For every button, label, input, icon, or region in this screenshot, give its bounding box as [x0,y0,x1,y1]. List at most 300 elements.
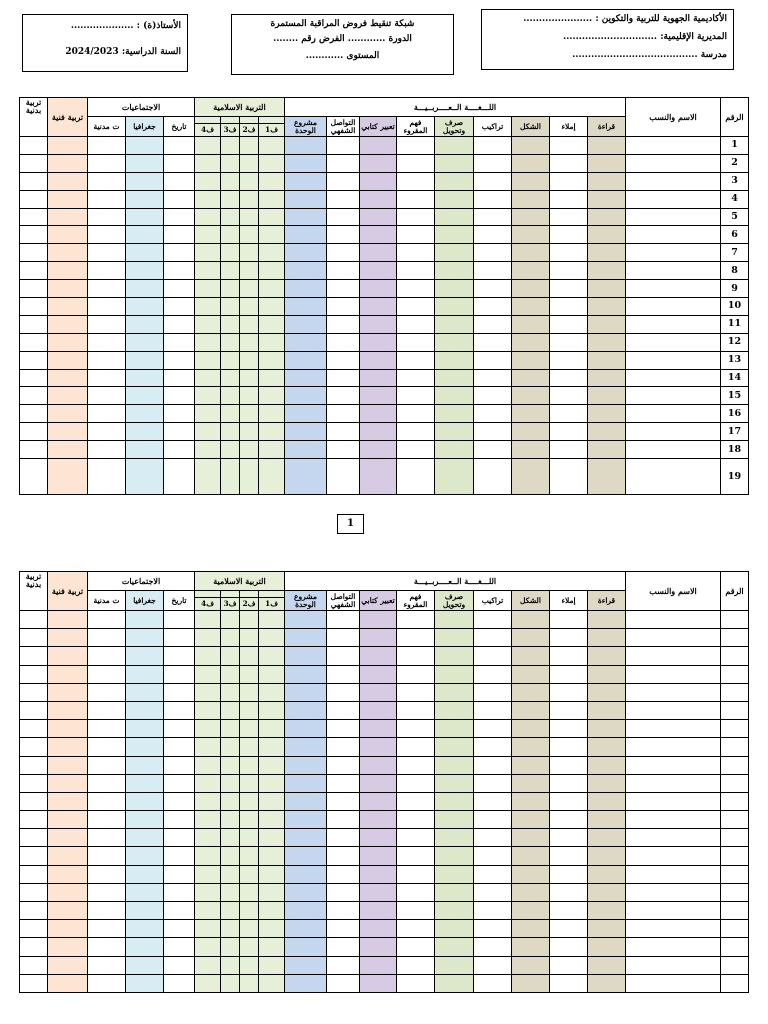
grade-cell[interactable] [48,333,88,351]
grade-cell[interactable] [474,611,512,629]
grade-cell[interactable] [435,190,474,208]
grade-cell[interactable] [360,280,397,298]
grade-cell[interactable] [435,226,474,244]
grade-cell[interactable] [397,738,435,756]
grade-cell[interactable] [48,190,88,208]
grade-cell[interactable] [195,629,221,647]
grade-cell[interactable] [20,441,48,459]
grade-cell[interactable] [285,956,327,974]
grade-cell[interactable] [20,756,48,774]
grade-cell[interactable] [474,208,512,226]
grade-cell[interactable] [285,665,327,683]
grade-cell[interactable] [588,774,626,792]
grade-cell[interactable] [195,190,221,208]
grade-cell[interactable] [360,423,397,441]
grade-cell[interactable] [327,298,360,316]
grade-cell[interactable] [327,154,360,172]
grade-cell[interactable] [195,756,221,774]
grade-cell[interactable] [259,459,285,495]
grade-cell[interactable] [474,865,512,883]
grade-cell[interactable] [588,756,626,774]
grade-cell[interactable] [550,441,588,459]
grade-cell[interactable] [20,262,48,280]
grade-cell[interactable] [474,902,512,920]
grade-cell[interactable] [397,280,435,298]
grade-cell[interactable] [397,244,435,262]
grade-cell[interactable] [20,629,48,647]
grade-cell[interactable] [88,190,126,208]
grade-cell[interactable] [88,315,126,333]
grade-cell[interactable] [512,333,550,351]
grade-cell[interactable] [221,387,240,405]
grade-cell[interactable] [435,683,474,701]
grade-cell[interactable] [126,847,164,865]
grade-cell[interactable] [512,701,550,719]
grade-cell[interactable] [512,154,550,172]
grade-cell[interactable] [195,720,221,738]
grade-cell[interactable] [195,647,221,665]
grade-cell[interactable] [550,226,588,244]
grade-cell[interactable] [240,629,259,647]
grade-cell[interactable] [474,190,512,208]
grade-cell[interactable] [48,792,88,810]
grade-cell[interactable] [474,387,512,405]
grade-cell[interactable] [259,629,285,647]
grade-cell[interactable] [221,829,240,847]
grade-cell[interactable] [360,315,397,333]
grade-cell[interactable] [164,315,195,333]
grade-cell[interactable] [327,811,360,829]
grade-cell[interactable] [285,847,327,865]
grade-cell[interactable] [221,459,240,495]
grade-cell[interactable] [195,208,221,226]
grade-cell[interactable] [285,351,327,369]
grade-cell[interactable] [435,423,474,441]
grade-cell[interactable] [88,405,126,423]
grade-cell[interactable] [20,137,48,155]
grade-cell[interactable] [195,351,221,369]
student-name-cell[interactable] [626,738,721,756]
grade-cell[interactable] [588,701,626,719]
grade-cell[interactable] [588,459,626,495]
grade-cell[interactable] [221,847,240,865]
grade-cell[interactable] [88,298,126,316]
grade-cell[interactable] [285,262,327,280]
grade-cell[interactable] [195,920,221,938]
grade-cell[interactable] [360,974,397,992]
grade-cell[interactable] [435,387,474,405]
grade-cell[interactable] [259,244,285,262]
grade-cell[interactable] [360,298,397,316]
grade-cell[interactable] [48,280,88,298]
grade-cell[interactable] [588,902,626,920]
grade-cell[interactable] [88,280,126,298]
grade-cell[interactable] [474,441,512,459]
grade-cell[interactable] [195,405,221,423]
grade-cell[interactable] [126,172,164,190]
grade-cell[interactable] [285,441,327,459]
grade-cell[interactable] [221,756,240,774]
student-name-cell[interactable] [626,865,721,883]
grade-cell[interactable] [240,792,259,810]
grade-cell[interactable] [474,459,512,495]
grade-cell[interactable] [88,847,126,865]
grade-cell[interactable] [20,315,48,333]
grade-cell[interactable] [88,369,126,387]
grade-cell[interactable] [240,298,259,316]
grade-cell[interactable] [550,938,588,956]
grade-cell[interactable] [259,938,285,956]
grade-cell[interactable] [259,811,285,829]
grade-cell[interactable] [474,701,512,719]
grade-cell[interactable] [435,902,474,920]
grade-cell[interactable] [221,154,240,172]
grade-cell[interactable] [360,956,397,974]
grade-cell[interactable] [435,829,474,847]
grade-cell[interactable] [164,387,195,405]
grade-cell[interactable] [126,665,164,683]
grade-cell[interactable] [512,756,550,774]
grade-cell[interactable] [360,611,397,629]
grade-cell[interactable] [588,190,626,208]
grade-cell[interactable] [327,208,360,226]
grade-cell[interactable] [474,137,512,155]
grade-cell[interactable] [48,629,88,647]
grade-cell[interactable] [360,902,397,920]
grade-cell[interactable] [126,647,164,665]
grade-cell[interactable] [512,441,550,459]
grade-cell[interactable] [195,154,221,172]
grade-cell[interactable] [126,369,164,387]
grade-cell[interactable] [397,792,435,810]
grade-cell[interactable] [221,665,240,683]
grade-cell[interactable] [285,280,327,298]
grade-cell[interactable] [88,423,126,441]
grade-cell[interactable] [164,351,195,369]
grade-cell[interactable] [512,665,550,683]
grade-cell[interactable] [48,387,88,405]
grade-cell[interactable] [397,154,435,172]
grade-cell[interactable] [550,459,588,495]
grade-cell[interactable] [588,629,626,647]
grade-cell[interactable] [360,244,397,262]
grade-cell[interactable] [327,423,360,441]
grade-cell[interactable] [550,154,588,172]
grade-cell[interactable] [474,315,512,333]
directorate-field[interactable]: المديرية الإقليمية: .............................. [563,32,727,42]
grade-cell[interactable] [20,701,48,719]
grade-cell[interactable] [474,226,512,244]
student-name-cell[interactable] [626,405,721,423]
grade-cell[interactable] [164,441,195,459]
grade-cell[interactable] [20,920,48,938]
grade-cell[interactable] [588,262,626,280]
grade-cell[interactable] [221,883,240,901]
grade-cell[interactable] [126,629,164,647]
grade-cell[interactable] [259,683,285,701]
grade-cell[interactable] [259,756,285,774]
grade-cell[interactable] [550,262,588,280]
grade-cell[interactable] [240,423,259,441]
grade-cell[interactable] [20,665,48,683]
grade-cell[interactable] [435,298,474,316]
grade-cell[interactable] [327,829,360,847]
grade-cell[interactable] [588,720,626,738]
grade-cell[interactable] [240,756,259,774]
grade-cell[interactable] [48,226,88,244]
grade-cell[interactable] [397,920,435,938]
grade-cell[interactable] [588,405,626,423]
grade-cell[interactable] [221,298,240,316]
student-name-cell[interactable] [626,720,721,738]
grade-cell[interactable] [240,244,259,262]
grade-cell[interactable] [221,792,240,810]
grade-cell[interactable] [164,683,195,701]
grade-cell[interactable] [285,387,327,405]
grade-cell[interactable] [512,315,550,333]
grade-cell[interactable] [397,683,435,701]
grade-cell[interactable] [285,920,327,938]
grade-cell[interactable] [512,298,550,316]
grade-cell[interactable] [240,154,259,172]
grade-cell[interactable] [259,611,285,629]
grade-cell[interactable] [20,865,48,883]
grade-cell[interactable] [285,369,327,387]
grade-cell[interactable] [164,847,195,865]
grade-cell[interactable] [474,298,512,316]
grade-cell[interactable] [360,883,397,901]
grade-cell[interactable] [164,459,195,495]
grade-cell[interactable] [588,154,626,172]
grade-cell[interactable] [259,847,285,865]
grade-cell[interactable] [195,423,221,441]
grade-cell[interactable] [88,883,126,901]
grade-cell[interactable] [327,683,360,701]
grade-cell[interactable] [588,738,626,756]
grade-cell[interactable] [195,262,221,280]
grade-cell[interactable] [88,756,126,774]
grade-cell[interactable] [88,865,126,883]
grade-cell[interactable] [164,262,195,280]
grade-cell[interactable] [48,883,88,901]
grade-cell[interactable] [435,774,474,792]
grade-cell[interactable] [195,774,221,792]
grade-cell[interactable] [360,701,397,719]
grade-cell[interactable] [360,756,397,774]
grade-cell[interactable] [20,298,48,316]
grade-cell[interactable] [397,315,435,333]
grade-cell[interactable] [474,262,512,280]
grade-cell[interactable] [126,208,164,226]
student-name-cell[interactable] [626,226,721,244]
grade-cell[interactable] [221,172,240,190]
grade-cell[interactable] [512,865,550,883]
grade-cell[interactable] [48,611,88,629]
student-name-cell[interactable] [626,208,721,226]
grade-cell[interactable] [259,315,285,333]
grade-cell[interactable] [397,756,435,774]
grade-cell[interactable] [474,811,512,829]
grade-cell[interactable] [512,738,550,756]
grade-cell[interactable] [285,244,327,262]
grade-cell[interactable] [327,956,360,974]
grade-cell[interactable] [360,865,397,883]
grade-cell[interactable] [588,333,626,351]
grade-cell[interactable] [240,333,259,351]
grade-cell[interactable] [126,756,164,774]
grade-cell[interactable] [20,405,48,423]
grade-cell[interactable] [550,865,588,883]
grade-cell[interactable] [164,701,195,719]
grade-cell[interactable] [474,665,512,683]
grade-cell[interactable] [360,387,397,405]
grade-cell[interactable] [126,154,164,172]
grade-cell[interactable] [327,369,360,387]
grade-cell[interactable] [588,280,626,298]
student-name-cell[interactable] [626,190,721,208]
grade-cell[interactable] [259,190,285,208]
grade-cell[interactable] [20,154,48,172]
grade-cell[interactable] [164,647,195,665]
grade-cell[interactable] [512,629,550,647]
grade-cell[interactable] [550,647,588,665]
grade-cell[interactable] [164,974,195,992]
grade-cell[interactable] [435,262,474,280]
grade-cell[interactable] [164,172,195,190]
grade-cell[interactable] [195,298,221,316]
grade-cell[interactable] [512,351,550,369]
grade-cell[interactable] [550,683,588,701]
grade-cell[interactable] [435,720,474,738]
grade-cell[interactable] [126,701,164,719]
student-name-cell[interactable] [626,172,721,190]
student-name-cell[interactable] [626,883,721,901]
student-name-cell[interactable] [626,701,721,719]
grade-cell[interactable] [195,369,221,387]
grade-cell[interactable] [588,665,626,683]
grade-cell[interactable] [512,938,550,956]
grade-cell[interactable] [240,280,259,298]
grade-cell[interactable] [48,720,88,738]
student-name-cell[interactable] [626,280,721,298]
grade-cell[interactable] [221,441,240,459]
grade-cell[interactable] [164,756,195,774]
grade-cell[interactable] [327,865,360,883]
grade-cell[interactable] [360,172,397,190]
grade-cell[interactable] [435,351,474,369]
grade-cell[interactable] [588,829,626,847]
grade-cell[interactable] [285,829,327,847]
grade-cell[interactable] [240,865,259,883]
grade-cell[interactable] [360,351,397,369]
grade-cell[interactable] [48,172,88,190]
grade-cell[interactable] [126,738,164,756]
grade-cell[interactable] [360,190,397,208]
grade-cell[interactable] [240,190,259,208]
grade-cell[interactable] [126,974,164,992]
grade-cell[interactable] [221,974,240,992]
grade-cell[interactable] [126,190,164,208]
grade-cell[interactable] [474,369,512,387]
academy-field[interactable]: الأكاديمية الجهوية للتربية والتكوين : ...................... [523,14,727,24]
grade-cell[interactable] [397,902,435,920]
grade-cell[interactable] [20,683,48,701]
grade-cell[interactable] [512,137,550,155]
grade-cell[interactable] [588,938,626,956]
grade-cell[interactable] [588,883,626,901]
grade-cell[interactable] [360,441,397,459]
grade-cell[interactable] [20,902,48,920]
grade-cell[interactable] [126,315,164,333]
grade-cell[interactable] [240,369,259,387]
grade-cell[interactable] [397,208,435,226]
grade-cell[interactable] [20,172,48,190]
grade-cell[interactable] [360,226,397,244]
grade-cell[interactable] [195,811,221,829]
grade-cell[interactable] [360,920,397,938]
grade-cell[interactable] [48,774,88,792]
grade-cell[interactable] [360,683,397,701]
student-name-cell[interactable] [626,974,721,992]
grade-cell[interactable] [88,333,126,351]
grade-cell[interactable] [285,423,327,441]
grade-cell[interactable] [474,756,512,774]
grade-cell[interactable] [259,738,285,756]
grade-cell[interactable] [259,883,285,901]
grade-cell[interactable] [259,351,285,369]
student-name-cell[interactable] [626,902,721,920]
grade-cell[interactable] [88,792,126,810]
grade-cell[interactable] [435,792,474,810]
session-exam-field[interactable]: الدورة ............ الفرض رقم ........ [273,34,412,44]
grade-cell[interactable] [397,441,435,459]
grade-cell[interactable] [48,647,88,665]
grade-cell[interactable] [360,829,397,847]
grade-cell[interactable] [20,829,48,847]
grade-cell[interactable] [195,974,221,992]
grade-cell[interactable] [48,137,88,155]
grade-cell[interactable] [550,720,588,738]
grade-cell[interactable] [285,405,327,423]
grade-cell[interactable] [435,172,474,190]
grade-cell[interactable] [435,441,474,459]
grade-cell[interactable] [164,665,195,683]
grade-cell[interactable] [360,333,397,351]
student-name-cell[interactable] [626,298,721,316]
grade-cell[interactable] [221,811,240,829]
grade-cell[interactable] [588,298,626,316]
grade-cell[interactable] [397,938,435,956]
grade-cell[interactable] [435,315,474,333]
grade-cell[interactable] [588,208,626,226]
student-name-cell[interactable] [626,262,721,280]
grade-cell[interactable] [88,811,126,829]
grade-cell[interactable] [126,865,164,883]
grade-cell[interactable] [259,369,285,387]
student-name-cell[interactable] [626,811,721,829]
grade-cell[interactable] [512,647,550,665]
grade-cell[interactable] [221,920,240,938]
grade-cell[interactable] [20,208,48,226]
grade-cell[interactable] [259,226,285,244]
grade-cell[interactable] [435,369,474,387]
grade-cell[interactable] [88,738,126,756]
grade-cell[interactable] [285,701,327,719]
grade-cell[interactable] [285,154,327,172]
grade-cell[interactable] [397,611,435,629]
teacher-field[interactable]: الأستاذ(ة) : .................... [70,21,181,31]
grade-cell[interactable] [259,333,285,351]
